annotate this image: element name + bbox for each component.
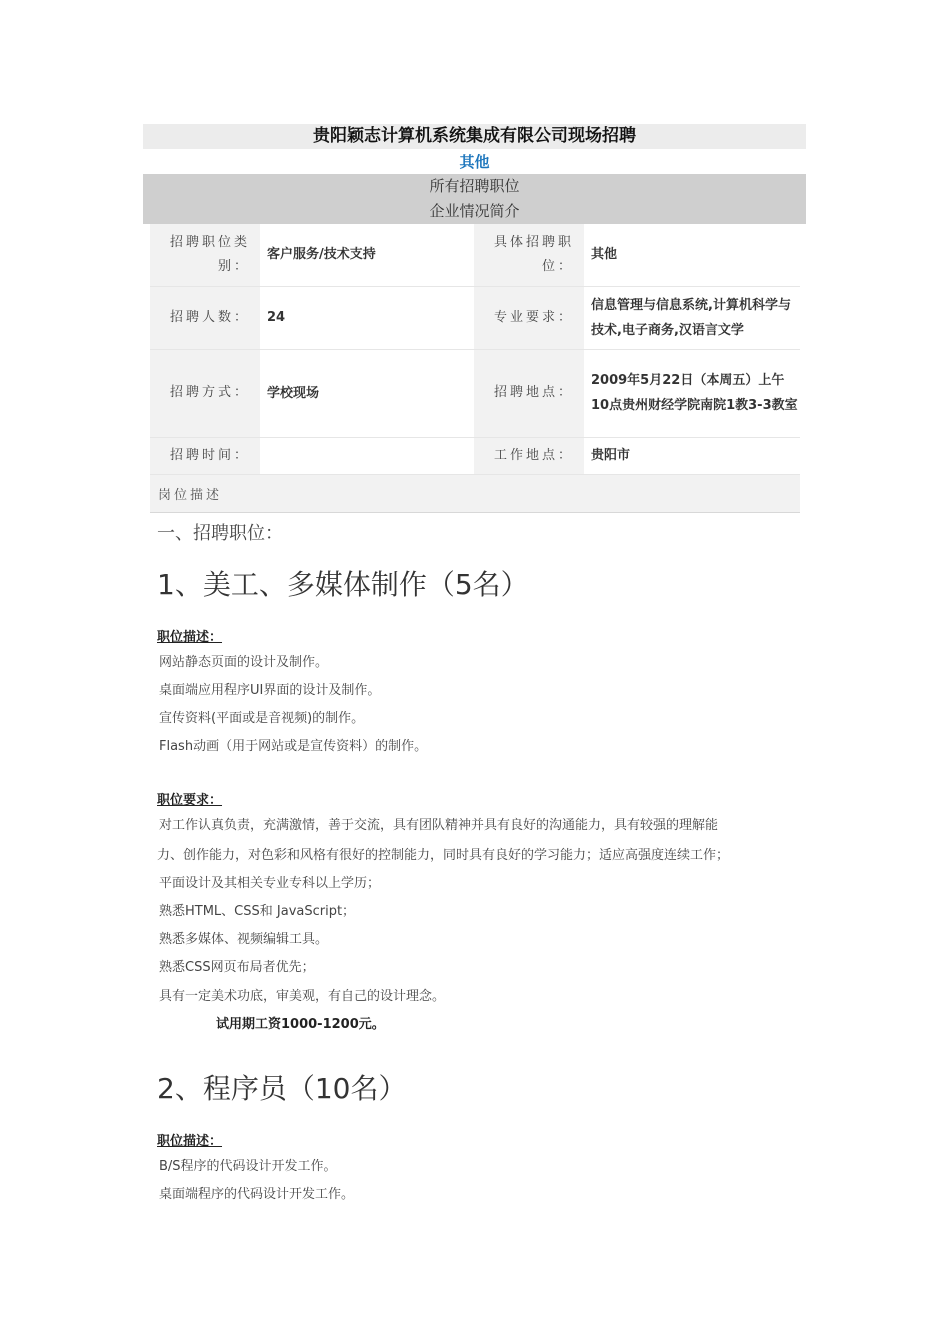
major-value: 信息管理与信息系统,计算机科学与技术,电子商务,汉语言文学 [584, 286, 800, 349]
location-label: 招聘地点： [474, 349, 584, 437]
job1-req-line: 熟悉HTML、CSS和 JavaScript； [159, 904, 356, 919]
info-row [150, 224, 800, 286]
workplace-value: 贵阳市 [584, 437, 800, 474]
major-label: 专业要求： [474, 286, 584, 349]
position-value: 其他 [584, 224, 800, 286]
location-value: 2009年5月22日（本周五）上午10点贵州财经学院南院1教3-3教室 [584, 349, 800, 437]
job1-req-line: 平面设计及其相关专业专科以上学历； [159, 876, 381, 891]
job1-req-line: 熟悉多媒体、视频编辑工具。 [159, 932, 329, 947]
section-title: 一、招聘职位： [157, 523, 283, 544]
category-label: 招聘职位类别： [150, 224, 260, 286]
job1-req-line: 对工作认真负责，充满激情，善于交流，具有团队精神并具有良好的沟通能力，具有较强的理解能 [159, 818, 719, 833]
page-title: 贵阳颖志计算机系统集成有限公司现场招聘 [143, 124, 806, 149]
recruitment-info-table [150, 224, 800, 513]
nav-band [143, 174, 806, 224]
job2-desc-label: 职位描述： [157, 1134, 223, 1149]
time-label: 招聘时间： [150, 437, 260, 474]
info-row [150, 286, 800, 349]
job1-req-line: 力、创作能力，对色彩和风格有很好的控制能力，同时具有良好的学习能力；适应高强度连续工作； [157, 848, 730, 863]
job1-desc-line: 网站静态页面的设计及制作。 [159, 655, 329, 670]
job2-desc-line: 桌面端程序的代码设计开发工作。 [159, 1187, 355, 1202]
job1-heading: 1、美工、多媒体制作（5名） [157, 568, 529, 601]
job-description-label: 岗位描述 [150, 474, 800, 512]
position-label: 具体招聘职位： [474, 224, 584, 286]
workplace-label: 工作地点： [474, 437, 584, 474]
job2-desc-line: B/S程序的代码设计开发工作。 [159, 1159, 337, 1174]
job1-desc-line: 桌面端应用程序UI界面的设计及制作。 [159, 683, 381, 698]
job1-salary: 试用期工资1000-1200元。 [216, 1017, 385, 1032]
headcount-value: 24 [260, 286, 474, 349]
info-row [150, 349, 800, 437]
job1-desc-label: 职位描述： [157, 630, 223, 645]
info-row [150, 437, 800, 474]
method-label: 招聘方式： [150, 349, 260, 437]
job1-desc-line: 宣传资料(平面或是音视频)的制作。 [159, 711, 365, 726]
job1-desc-line: Flash动画（用于网站或是宣传资料）的制作。 [159, 739, 428, 754]
headcount-label: 招聘人数： [150, 286, 260, 349]
job1-req-label: 职位要求： [157, 793, 223, 808]
all-positions-link[interactable]: 所有招聘职位 [429, 177, 520, 195]
job-description-row [150, 474, 800, 512]
category-value: 客户服务/技术支持 [260, 224, 474, 286]
time-value [260, 437, 474, 474]
company-profile-link[interactable]: 企业情况简介 [429, 202, 520, 220]
method-value: 学校现场 [260, 349, 474, 437]
job1-req-line: 熟悉CSS网页布局者优先； [159, 960, 315, 975]
category-link[interactable]: 其他 [459, 153, 490, 171]
job2-heading: 2、程序员（10名） [157, 1072, 407, 1105]
job1-req-line: 具有一定美术功底，审美观，有自己的设计理念。 [159, 989, 446, 1004]
